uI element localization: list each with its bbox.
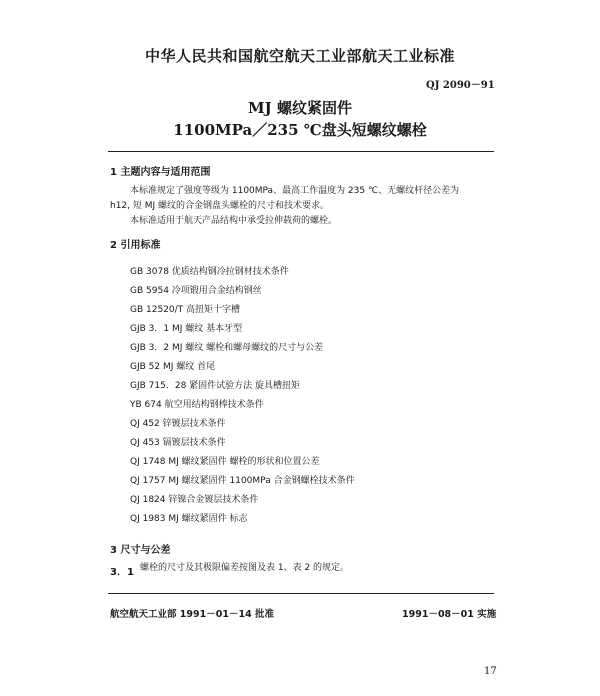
document-title-line2: 1100MPa／235 ℃盘头短螺纹螺栓 [173, 121, 427, 139]
document-title-line1: MJ 螺纹紧固件 [248, 99, 352, 117]
reference-item: QJ 1824 锌镍合金镀层技术条件 [130, 495, 259, 505]
section-3-heading: 3 尺寸与公差 [110, 545, 171, 556]
reference-item: YB 674 航空用结构钢棒技术条件 [130, 400, 264, 410]
reference-item: GB 3078 优质结构钢冷拉钢材技术条件 [130, 267, 289, 277]
section-1-heading: 1 主题内容与适用范围 [110, 167, 211, 178]
subsection-3-1-text: 螺栓的尺寸及其极限偏差按图及表 1、表 2 的规定。 [140, 563, 350, 573]
approval-date: 航空航天工业部 1991－01－14 批准 [110, 609, 274, 620]
reference-item: GJB 3．1 MJ 螺纹 基本牙型 [130, 324, 243, 334]
reference-item: GJB 715．28 紧固件试验方法 旋具槽扭矩 [130, 381, 301, 391]
reference-item: GB 12520/T 高扭矩十字槽 [130, 305, 241, 315]
reference-item: GB 5954 冷项锻用合金结构钢丝 [130, 286, 262, 296]
standard-code: QJ 2090－91 [426, 80, 495, 91]
footer-divider [108, 593, 494, 594]
subsection-3-1-number: 3．1 [110, 567, 134, 578]
reference-item: GJB 52 MJ 螺纹 首尾 [130, 362, 216, 372]
reference-item: GJB 3．2 MJ 螺纹 螺栓和螺母螺纹的尺寸与公差 [130, 343, 324, 353]
reference-item: QJ 1757 MJ 螺纹紧固件 1100MPa 合金钢螺栓技术条件 [130, 476, 355, 486]
section-1-paragraph-1-line-2: h12, 短 MJ 螺纹的合金钢盘头螺栓的尺寸和技术要求。 [110, 201, 330, 211]
reference-item: QJ 452 锌镀层技术条件 [130, 419, 226, 429]
section-1-paragraph-2: 本标准适用于航天产品结构中承受拉伸载荷的螺栓。 [130, 216, 338, 226]
section-2-heading: 2 引用标准 [110, 240, 161, 251]
page-number: 17 [484, 666, 497, 677]
reference-item: QJ 1748 MJ 螺纹紧固件 螺栓的形状和位置公差 [130, 457, 320, 467]
issuing-organization: 中华人民共和国航空航天工业部航天工业标准 [144, 47, 455, 65]
header-divider [108, 151, 494, 152]
effective-date: 1991－08－01 实施 [402, 609, 497, 620]
reference-item: QJ 453 镉镀层技术条件 [130, 438, 226, 448]
reference-item: QJ 1983 MJ 螺纹紧固件 标志 [130, 514, 248, 524]
section-1-paragraph-1-line-1: 本标准规定了强度等级为 1100MPa、最高工作温度为 235 ℃、无螺纹杆径公差为 [130, 186, 460, 196]
